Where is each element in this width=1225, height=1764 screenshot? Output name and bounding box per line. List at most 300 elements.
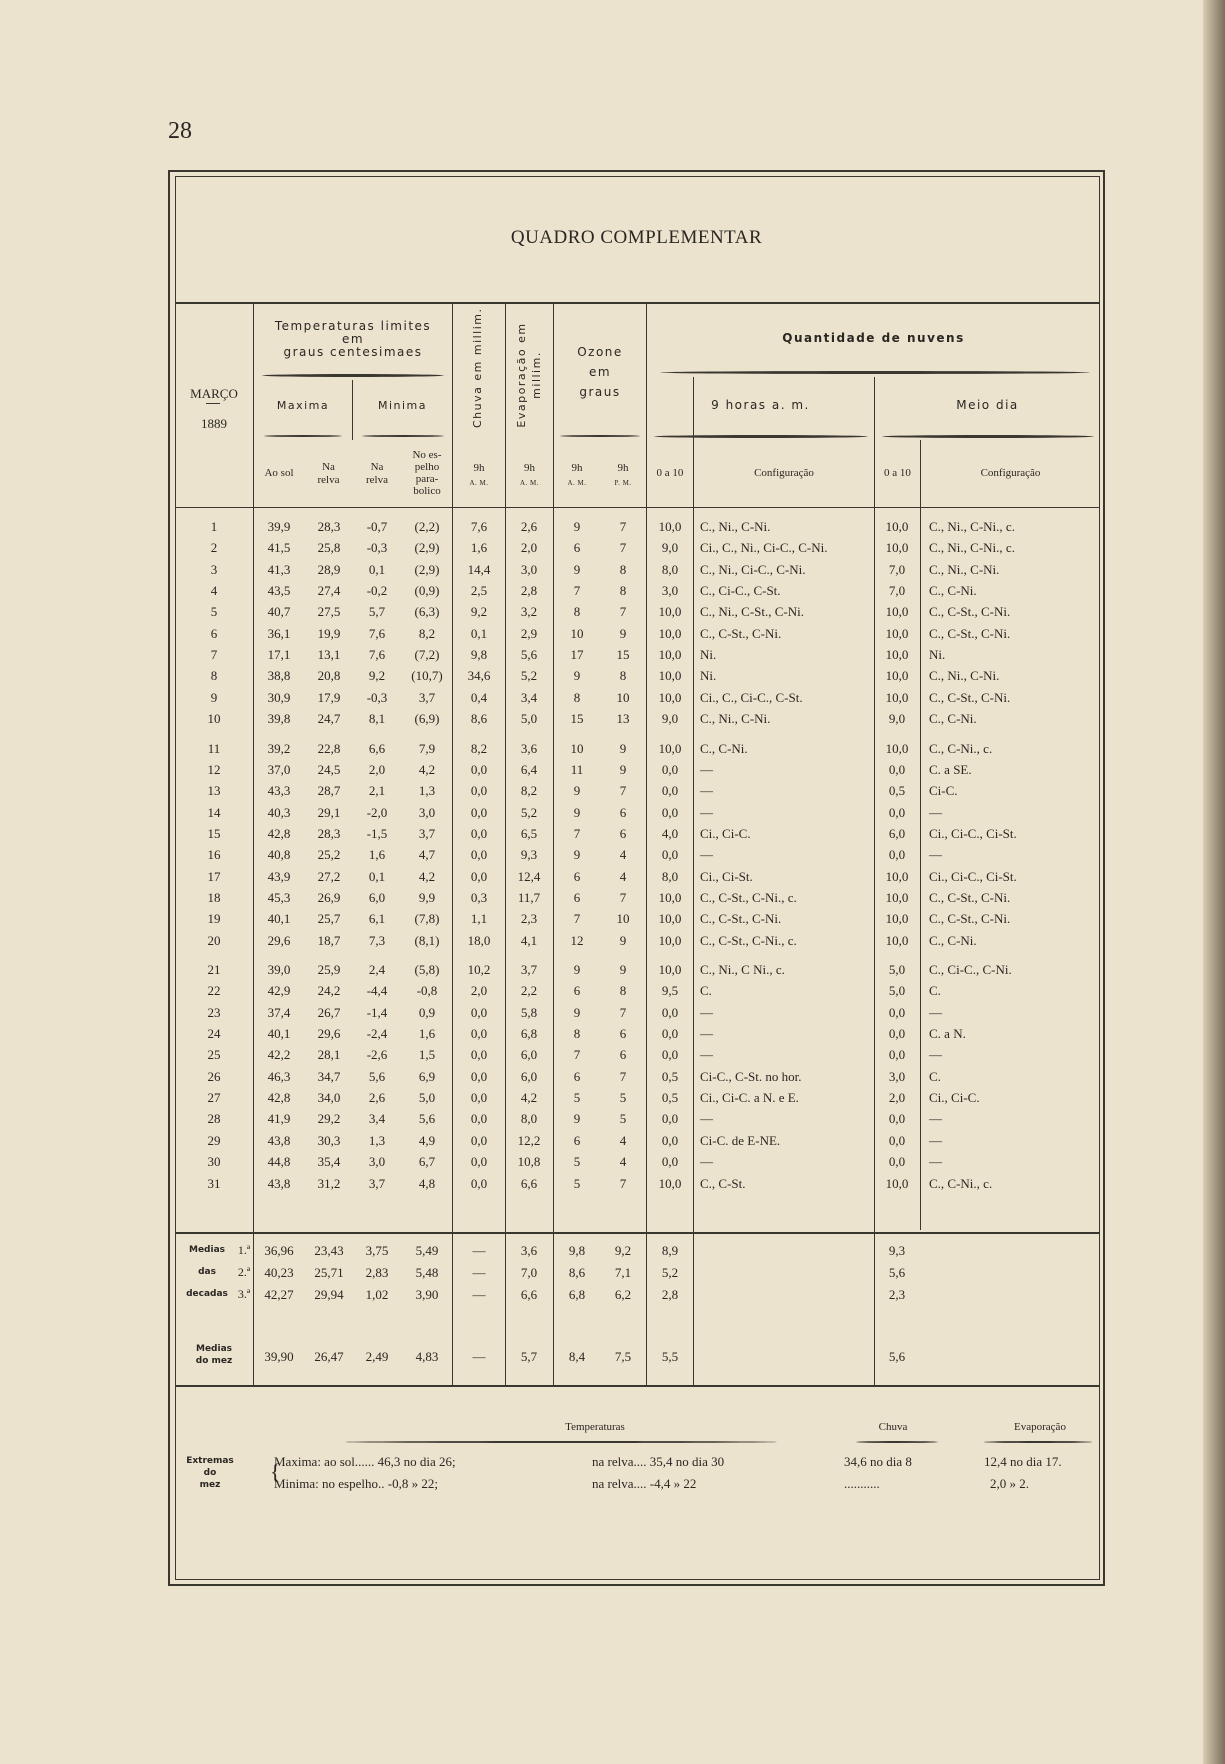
table-cell: (5,8) <box>414 962 440 977</box>
table-cell: 40,1 <box>267 911 291 927</box>
table-cell: 0,0 <box>470 1111 488 1127</box>
table-cell: 46,3 <box>267 1068 291 1084</box>
table-cell: 7 <box>619 1068 627 1084</box>
table-cell: 10,0 <box>658 625 682 641</box>
day-number: 30 <box>207 1154 221 1170</box>
day-number: 6 <box>210 625 218 641</box>
table-cell: 0,0 <box>661 1004 679 1020</box>
decade-mean-cell: 6,6 <box>520 1287 538 1302</box>
table-cell: 6,0 <box>368 889 386 905</box>
day-number: 18 <box>207 889 221 905</box>
config-9h-cell: Ni. <box>700 668 717 684</box>
decade-mean-cell: 25,71 <box>314 1265 344 1280</box>
table-cell: 6,9 <box>418 1068 436 1084</box>
table-cell: 6,0 <box>520 1047 538 1063</box>
table-cell: 10,0 <box>658 889 682 905</box>
table-cell: 6,6 <box>368 740 386 756</box>
month-mean-cell: 5,6 <box>888 1349 906 1364</box>
header-divider <box>175 507 1100 508</box>
table-cell: 10,0 <box>885 647 909 663</box>
ozone-l2: em <box>588 365 612 379</box>
table-cell: 25,7 <box>317 911 341 927</box>
table-cell: 6 <box>619 1026 627 1042</box>
table-cell: (7,8) <box>414 911 440 927</box>
table-cell: 43,3 <box>267 783 291 799</box>
table-cell: 9 <box>619 740 627 756</box>
table-cell: 0,0 <box>470 1068 488 1084</box>
table-cell: 41,9 <box>267 1111 291 1127</box>
table-cell: -0,7 <box>366 519 388 534</box>
table-cell: 13,1 <box>317 647 341 663</box>
table-cell: 6 <box>573 1068 581 1084</box>
table-cell: 6 <box>573 983 581 999</box>
table-cell: 8 <box>573 689 581 705</box>
decade-mean-cell: 9,2 <box>614 1243 632 1258</box>
decade-mean-cell: 8,9 <box>661 1243 679 1258</box>
table-cell: 10,0 <box>658 932 682 948</box>
config-9h-cell: C., Ni., C-St., C-Ni. <box>700 604 805 620</box>
day-number: 28 <box>207 1111 221 1127</box>
table-cell: 9 <box>573 962 581 977</box>
table-cell: 29,6 <box>267 932 291 948</box>
table-cell: 2,8 <box>520 583 538 599</box>
temps-group-line1: Temperaturas limites <box>274 319 432 333</box>
table-cell: 24,7 <box>317 711 341 727</box>
temps-group-line2: em <box>341 332 365 346</box>
table-cell: 0,3 <box>470 889 488 905</box>
day-number: 25 <box>207 1047 221 1063</box>
config-meio-dia-cell: C., C-St., C-Ni. <box>929 911 1011 927</box>
espelho-l1: No es- <box>412 449 442 461</box>
month-mean-cell: — <box>472 1349 486 1364</box>
table-cell: 0,0 <box>661 1026 679 1042</box>
table-cell: -2,0 <box>366 804 388 820</box>
table-cell: 0,0 <box>661 1047 679 1063</box>
table-cell: 1,1 <box>470 911 488 927</box>
table-cell: 9 <box>619 761 627 777</box>
table-cell: 10,0 <box>658 668 682 684</box>
table-cell: 6,1 <box>368 911 386 927</box>
day-number: 24 <box>207 1026 221 1042</box>
table-cell: 11,7 <box>517 889 541 905</box>
table-cell: 9 <box>573 1111 581 1127</box>
table-cell: 11 <box>570 761 584 777</box>
table-cell: 3,4 <box>368 1111 386 1127</box>
ozone-l1: Ozone <box>577 345 623 359</box>
table-cell: 8,2 <box>470 740 488 756</box>
chuva-label: Chuva em millim. <box>471 307 484 428</box>
table-cell: 7 <box>573 583 581 599</box>
decade-mean-cell: 8,6 <box>568 1265 586 1280</box>
config-9h-cell: C., C-St., C-Ni., c. <box>700 932 797 948</box>
table-cell: -0,3 <box>366 689 388 705</box>
config-meio-dia-cell: C., C-St., C-Ni. <box>929 689 1011 705</box>
table-cell: 40,8 <box>267 847 291 863</box>
config-9h-cell: — <box>700 1154 713 1170</box>
config-9h-cell: C., Ni., C Ni., c. <box>700 962 785 977</box>
table-cell: 10,2 <box>467 962 491 977</box>
decade-mean-cell: 5,2 <box>661 1265 679 1280</box>
table-cell: 1,3 <box>368 1132 386 1148</box>
table-cell: 4,9 <box>418 1132 436 1148</box>
config-9h-cell: C., Ni., C-Ni. <box>700 519 771 534</box>
table-cell: 20,8 <box>317 668 341 684</box>
table-cell: 36,1 <box>267 625 291 641</box>
table-cell: 6,7 <box>418 1154 436 1170</box>
table-cell: 42,2 <box>267 1047 291 1063</box>
table-cell: 9 <box>573 783 581 799</box>
table-cell: 24,5 <box>317 761 341 777</box>
table-cell: -2,6 <box>366 1047 388 1063</box>
day-number: 14 <box>207 804 221 820</box>
table-cell: 41,5 <box>267 540 291 556</box>
table-cell: 7,3 <box>368 932 386 948</box>
config-meio-dia: Configuração <box>980 467 1041 479</box>
year-label: 1889 <box>201 416 227 431</box>
table-cell: 5,0 <box>888 962 906 977</box>
table-cell: 30,9 <box>267 689 291 705</box>
table-cell: 5,2 <box>520 668 538 684</box>
table-cell: 10,0 <box>658 911 682 927</box>
config-9h-cell: Ci-C. de E-NE. <box>700 1132 781 1148</box>
table-cell: 0,0 <box>470 804 488 820</box>
table-cell: 12 <box>570 932 584 948</box>
escala-meio-dia: 0 a 10 <box>884 467 911 479</box>
decade-mean-cell: 2,8 <box>661 1287 679 1302</box>
table-cell: 6 <box>619 804 627 820</box>
config-9h-cell: Ci., Ci-St. <box>700 868 753 884</box>
table-cell: 6,0 <box>888 825 906 841</box>
extremas-evap-min: 2,0 » 2. <box>990 1476 1029 1491</box>
config-meio-dia-cell: — <box>929 804 942 820</box>
table-cell: 4,1 <box>520 932 538 948</box>
table-cell: 8,0 <box>661 561 679 577</box>
table-cell: (2,2) <box>414 519 440 534</box>
table-cell: 37,4 <box>267 1004 291 1020</box>
table-cell: 8 <box>619 561 627 577</box>
table-cell: 6 <box>619 1047 627 1063</box>
table-cell: 39,8 <box>267 711 291 727</box>
table-cell: 5,8 <box>520 1004 538 1020</box>
config-meio-dia-cell: Ci-C. <box>929 783 958 799</box>
table-cell: 6 <box>573 1132 581 1148</box>
decade-mean-cell: 2,83 <box>365 1265 389 1280</box>
day-number: 13 <box>207 783 221 799</box>
table-cell: 4,8 <box>418 1175 436 1191</box>
table-cell: 9,8 <box>470 647 488 663</box>
day-number: 5 <box>210 604 218 620</box>
table-cell: (2,9) <box>414 540 440 556</box>
espelho-l4: bolico <box>413 485 441 497</box>
table-cell: -0,3 <box>366 540 388 556</box>
table-cell: 10,0 <box>885 689 909 705</box>
table-cell: 0,0 <box>661 1111 679 1127</box>
config-meio-dia-cell: C. <box>929 1068 941 1084</box>
ozone-l3: graus <box>579 385 621 399</box>
nine-hours-label: 9 horas a. m. <box>711 398 810 412</box>
decade-mean-cell: 5,48 <box>415 1265 439 1280</box>
table-cell: 7,6 <box>368 625 386 641</box>
table-cell: 7 <box>619 540 627 556</box>
table-cell: 8,2 <box>520 783 538 799</box>
evap-am: A. M. <box>519 479 540 487</box>
table-cell: 0,0 <box>661 783 679 799</box>
table-cell: 14,4 <box>467 561 491 577</box>
chuva-9h: 9h <box>473 462 485 474</box>
extremas-label-2: do <box>203 1468 217 1478</box>
table-cell: 0,0 <box>661 847 679 863</box>
footer-chuva: Chuva <box>878 1421 908 1433</box>
table-cell: -2,4 <box>366 1026 388 1042</box>
month-mean-cell: 26,47 <box>314 1349 344 1364</box>
day-number: 7 <box>210 647 218 663</box>
table-cell: 4 <box>619 1154 627 1170</box>
table-cell: 8 <box>619 983 627 999</box>
table-cell: 0,0 <box>888 1111 906 1127</box>
config-9h-cell: C., C-St., C-Ni. <box>700 911 782 927</box>
table-cell: 9 <box>573 804 581 820</box>
table-cell: 4,2 <box>418 868 436 884</box>
day-number: 1 <box>210 519 218 534</box>
table-cell: 10,0 <box>658 1175 682 1191</box>
table-cell: 3,2 <box>520 604 538 620</box>
table-cell: 28,1 <box>317 1047 341 1063</box>
decade-mean-cell: — <box>472 1265 486 1280</box>
decade-mean-cell: 7,1 <box>614 1265 632 1280</box>
table-cell: 3,7 <box>418 825 436 841</box>
table-cell: 42,8 <box>267 825 291 841</box>
table-cell: 9 <box>619 625 627 641</box>
table-cell: 2,2 <box>520 983 538 999</box>
table-cell: 18,7 <box>317 932 341 948</box>
table-cell: 7 <box>619 519 627 534</box>
footer-evaporacao: Evaporação <box>1014 1421 1066 1433</box>
table-cell: 0,9 <box>418 1004 436 1020</box>
table-cell: 0,0 <box>470 1047 488 1063</box>
table-cell: 2,0 <box>470 983 488 999</box>
brace-swoosh <box>856 1441 938 1443</box>
table-cell: 0,0 <box>888 847 906 863</box>
config-9h-cell: Ci-C., C-St. no hor. <box>700 1068 802 1084</box>
decade-mean-cell: 36,96 <box>264 1243 294 1258</box>
table-cell: 10,0 <box>658 962 682 977</box>
table-cell: 10,0 <box>885 932 909 948</box>
table-cell: 2,3 <box>520 911 538 927</box>
table-cell: -4,4 <box>366 983 388 999</box>
table-cell: 7 <box>619 1175 627 1191</box>
month-mean-cell: 2,49 <box>365 1349 389 1364</box>
day-number: 19 <box>207 911 221 927</box>
table-cell: 5,0 <box>418 1090 436 1106</box>
page-edge <box>1203 0 1225 1764</box>
table-cell: 10,0 <box>885 1175 909 1191</box>
day-number: 8 <box>210 668 218 684</box>
table-cell: 7,6 <box>368 647 386 663</box>
table-cell: 34,6 <box>467 668 491 684</box>
decade-mean-cell: — <box>472 1287 486 1302</box>
table-cell: 8,0 <box>520 1111 538 1127</box>
ozone-am: A. M. <box>567 479 587 487</box>
config-meio-dia-cell: — <box>929 847 942 863</box>
table-cell: 22,8 <box>317 740 341 756</box>
table-cell: 6,0 <box>520 1068 538 1084</box>
table-cell: 10,0 <box>885 519 909 534</box>
config-meio-dia-cell: — <box>929 1111 942 1127</box>
table-cell: 15 <box>616 647 630 663</box>
table-cell: 3,0 <box>418 804 436 820</box>
table-cell: 17,1 <box>267 647 291 663</box>
table-cell: 5 <box>573 1154 581 1170</box>
table-cell: -0,2 <box>366 583 388 599</box>
config-meio-dia-cell: C., Ni., C-Ni. <box>929 668 1000 684</box>
table-cell: 17,9 <box>317 689 341 705</box>
table-cell: 10,0 <box>658 519 682 534</box>
decade-mean-cell: 2,3 <box>888 1287 906 1302</box>
config-9h-cell: C., Ni., Ci-C., C-Ni. <box>700 561 806 577</box>
config-meio-dia-cell: C., C-St., C-Ni. <box>929 889 1011 905</box>
decade-mean-cell: 42,27 <box>264 1287 294 1302</box>
ozone-pm: P. M. <box>614 479 632 487</box>
month-mean-cell: 39,90 <box>264 1349 294 1364</box>
table-cell: -0,8 <box>416 983 438 999</box>
table-cell: 2,6 <box>520 519 538 534</box>
table-cell: 10 <box>616 911 630 927</box>
table-cell: 0,0 <box>661 1154 679 1170</box>
table-cell: 10,0 <box>885 889 909 905</box>
table-cell: 19,9 <box>317 625 341 641</box>
month-mean-cell: 7,5 <box>614 1349 632 1364</box>
extremas-chuva-max: 34,6 no dia 8 <box>844 1454 912 1469</box>
day-number: 27 <box>207 1090 221 1106</box>
table-cell: 3,4 <box>520 689 538 705</box>
table-cell: 12,2 <box>517 1132 541 1148</box>
brace-swoosh <box>262 374 444 377</box>
title-divider <box>175 302 1100 304</box>
decades-label-1: Medias <box>188 1245 226 1255</box>
table-cell: 10,0 <box>885 740 909 756</box>
decade-mean-cell: 9,3 <box>888 1243 906 1258</box>
table-cell: 3,7 <box>368 1175 386 1191</box>
table-cell: 2,9 <box>520 625 538 641</box>
config-9h-cell: — <box>700 1047 713 1063</box>
decades-label-2: das <box>198 1267 216 1277</box>
table-cell: 3,0 <box>368 1154 386 1170</box>
espelho-l2: pelho <box>414 461 440 473</box>
ozone-9h-am: 9h <box>571 462 583 474</box>
table-cell: 43,9 <box>267 868 291 884</box>
table-cell: 0,5 <box>661 1068 679 1084</box>
brace-swoosh <box>984 1441 1092 1443</box>
na-relva-min-l2: relva <box>366 474 388 486</box>
table-cell: 10 <box>616 689 630 705</box>
config-9h-cell: — <box>700 804 713 820</box>
table-cell: 25,9 <box>317 962 341 977</box>
config-meio-dia-cell: C., C-Ni. <box>929 932 977 948</box>
day-number: 20 <box>207 932 221 948</box>
table-cell: 8,6 <box>470 711 488 727</box>
table-cell: (10,7) <box>411 668 443 684</box>
table-cell: 2,1 <box>368 783 386 799</box>
espelho-l3: para- <box>415 473 439 485</box>
table-cell: 9 <box>573 847 581 863</box>
table-cell: 6 <box>573 540 581 556</box>
table-cell: 0,0 <box>470 868 488 884</box>
table-cell: 28,3 <box>317 519 341 534</box>
config-9h-cell: — <box>700 1026 713 1042</box>
table-cell: 3,7 <box>418 689 436 705</box>
table-cell: 5 <box>619 1111 627 1127</box>
extremas-brace: { <box>270 1459 281 1484</box>
na-relva-max-l2: relva <box>317 474 340 486</box>
decade-ordinal-2: 2.ª <box>237 1265 251 1279</box>
config-9h-cell: C., C-St., C-Ni. <box>700 625 782 641</box>
table-cell: 0,0 <box>888 761 906 777</box>
table-cell: 0,1 <box>368 561 386 577</box>
table-cell: -1,5 <box>366 825 388 841</box>
table-cell: 9,0 <box>661 540 679 556</box>
table-cell: 2,0 <box>520 540 538 556</box>
table-cell: 31,2 <box>317 1175 341 1191</box>
month-means-label-1: Medias <box>195 1344 233 1354</box>
config-9h-cell: — <box>700 1111 713 1127</box>
table-cell: 35,4 <box>317 1154 341 1170</box>
table-cell: 18,0 <box>467 932 491 948</box>
brace-swoosh <box>654 435 868 438</box>
table-cell: 5,0 <box>520 711 538 727</box>
config-9h-cell: — <box>700 783 713 799</box>
meio-dia-label: Meio dia <box>956 398 1019 412</box>
decades-label-3: decadas <box>186 1289 228 1299</box>
table-cell: 6,8 <box>520 1026 538 1042</box>
config-meio-dia-cell: Ci., Ci-C., Ci-St. <box>929 868 1017 884</box>
table-cell: 8,1 <box>368 711 386 727</box>
table-cell: 17 <box>570 647 584 663</box>
table-cell: 8,0 <box>661 868 679 884</box>
table-cell: 39,0 <box>267 962 291 977</box>
brace-swoosh <box>362 435 444 437</box>
table-cell: 10,8 <box>517 1154 541 1170</box>
footer-temperaturas: Temperaturas <box>565 1421 625 1433</box>
day-number: 2 <box>210 540 218 556</box>
na-relva-max-l1: Na <box>322 461 335 473</box>
table-cell: 3,0 <box>520 561 538 577</box>
table-cell: 0,0 <box>888 1154 906 1170</box>
month-mean-cell: 5,5 <box>661 1349 679 1364</box>
table-cell: 5 <box>573 1175 581 1191</box>
brace-swoosh <box>264 435 342 437</box>
table-cell: 28,7 <box>317 783 341 799</box>
config-9h-cell: C., Ci-C., C-St. <box>700 583 781 599</box>
table-cell: 34,7 <box>317 1068 341 1084</box>
table-cell: 42,8 <box>267 1090 291 1106</box>
config-meio-dia-cell: — <box>929 1004 942 1020</box>
table-cell: 0,0 <box>470 1154 488 1170</box>
decade-mean-cell: 5,6 <box>888 1265 906 1280</box>
decade-mean-cell: 40,23 <box>264 1265 294 1280</box>
table-cell: (2,9) <box>414 561 440 577</box>
table-cell: 39,9 <box>267 519 291 534</box>
config-9h-cell: — <box>700 1004 713 1020</box>
table-cell: 9 <box>619 962 627 977</box>
day-number: 29 <box>207 1132 221 1148</box>
table-cell: 13 <box>616 711 630 727</box>
table-cell: 6 <box>573 868 581 884</box>
table-cell: 10 <box>570 740 584 756</box>
table-cell: 0,0 <box>661 1132 679 1148</box>
table-cell: 5 <box>619 1090 627 1106</box>
day-number: 11 <box>207 740 221 756</box>
table-cell: 29,6 <box>317 1026 341 1042</box>
